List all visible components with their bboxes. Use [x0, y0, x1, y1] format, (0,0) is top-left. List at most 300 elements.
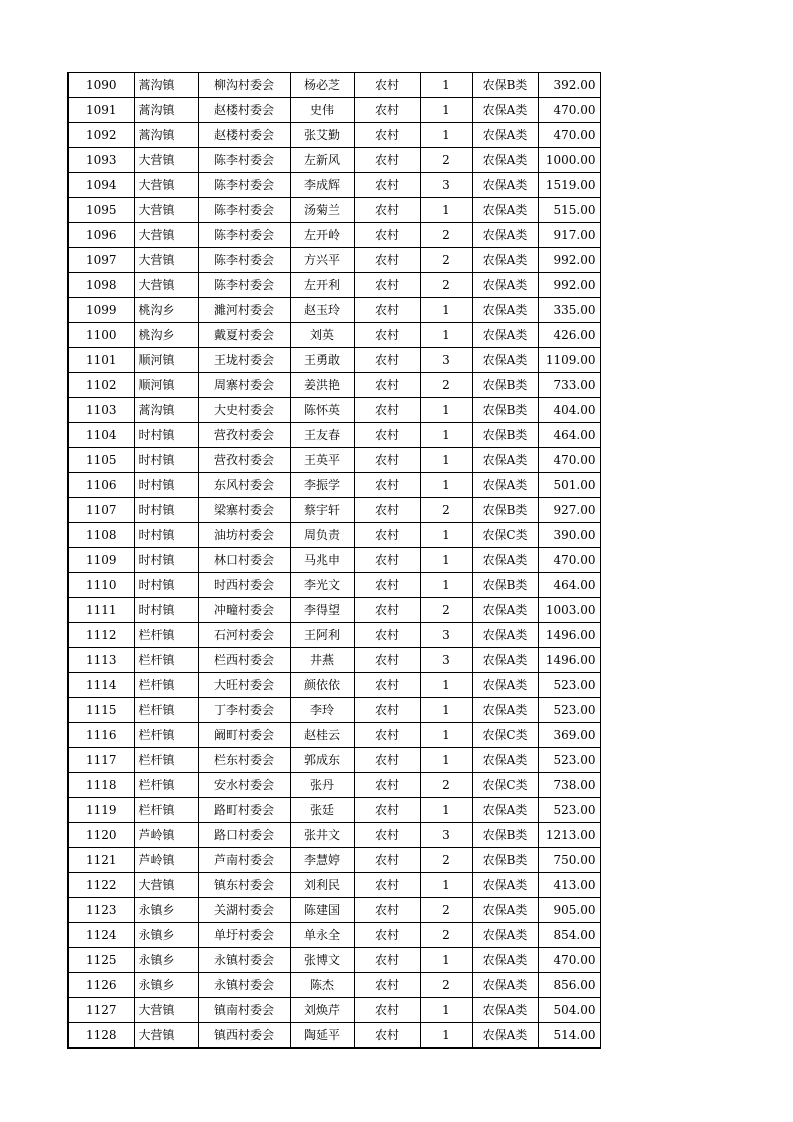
table-row [68, 823, 600, 848]
insurance-category-cell: 农保A类 [472, 748, 538, 773]
household-count-cell: 3 [420, 823, 472, 848]
township-cell: 大营镇 [134, 248, 198, 273]
area-type-cell: 农村 [354, 848, 420, 873]
table-row [68, 348, 600, 373]
township-cell: 芦岭镇 [134, 848, 198, 873]
person-name-cell: 张博文 [290, 948, 354, 973]
person-name-cell: 李振学 [290, 473, 354, 498]
amount-cell: 992.00 [538, 248, 600, 273]
person-name-cell: 左开岭 [290, 223, 354, 248]
row-number-cell: 1110 [68, 573, 134, 598]
village-committee-cell: 单圩村委会 [198, 923, 290, 948]
insurance-category-cell: 农保A类 [472, 323, 538, 348]
benefit-table [67, 72, 601, 1049]
household-count-cell: 1 [420, 98, 472, 123]
table-row [68, 373, 600, 398]
amount-cell: 1109.00 [538, 348, 600, 373]
row-number-cell: 1125 [68, 948, 134, 973]
household-count-cell: 2 [420, 773, 472, 798]
area-type-cell: 农村 [354, 898, 420, 923]
area-type-cell: 农村 [354, 623, 420, 648]
insurance-category-cell: 农保C类 [472, 773, 538, 798]
village-committee-cell: 石河村委会 [198, 623, 290, 648]
area-type-cell: 农村 [354, 573, 420, 598]
row-number-cell: 1098 [68, 273, 134, 298]
township-cell: 永镇乡 [134, 898, 198, 923]
village-committee-cell: 路町村委会 [198, 798, 290, 823]
area-type-cell: 农村 [354, 423, 420, 448]
person-name-cell: 陈建国 [290, 898, 354, 923]
amount-cell: 470.00 [538, 448, 600, 473]
household-count-cell: 1 [420, 298, 472, 323]
area-type-cell: 农村 [354, 223, 420, 248]
village-committee-cell: 栏东村委会 [198, 748, 290, 773]
person-name-cell: 颜依依 [290, 673, 354, 698]
row-number-cell: 1091 [68, 98, 134, 123]
person-name-cell: 陈杰 [290, 973, 354, 998]
table-row [68, 298, 600, 323]
area-type-cell: 农村 [354, 298, 420, 323]
area-type-cell: 农村 [354, 248, 420, 273]
amount-cell: 1519.00 [538, 173, 600, 198]
person-name-cell: 李光文 [290, 573, 354, 598]
amount-cell: 992.00 [538, 273, 600, 298]
insurance-category-cell: 农保A类 [472, 973, 538, 998]
table-row [68, 148, 600, 173]
amount-cell: 335.00 [538, 298, 600, 323]
village-committee-cell: 营孜村委会 [198, 423, 290, 448]
household-count-cell: 1 [420, 523, 472, 548]
village-committee-cell: 戴夏村委会 [198, 323, 290, 348]
village-committee-cell: 陈李村委会 [198, 273, 290, 298]
household-count-cell: 2 [420, 148, 472, 173]
row-number-cell: 1114 [68, 673, 134, 698]
insurance-category-cell: 农保B类 [472, 848, 538, 873]
table-row [68, 423, 600, 448]
household-count-cell: 2 [420, 373, 472, 398]
person-name-cell: 左开利 [290, 273, 354, 298]
amount-cell: 504.00 [538, 998, 600, 1023]
amount-cell: 750.00 [538, 848, 600, 873]
table-row [68, 523, 600, 548]
household-count-cell: 1 [420, 573, 472, 598]
household-count-cell: 2 [420, 248, 472, 273]
insurance-category-cell: 农保A类 [472, 198, 538, 223]
township-cell: 顺河镇 [134, 373, 198, 398]
person-name-cell: 姜洪艳 [290, 373, 354, 398]
village-committee-cell: 周寨村委会 [198, 373, 290, 398]
township-cell: 栏杆镇 [134, 648, 198, 673]
township-cell: 桃沟乡 [134, 323, 198, 348]
person-name-cell: 王英平 [290, 448, 354, 473]
amount-cell: 1213.00 [538, 823, 600, 848]
row-number-cell: 1097 [68, 248, 134, 273]
household-count-cell: 2 [420, 598, 472, 623]
amount-cell: 392.00 [538, 73, 600, 98]
area-type-cell: 农村 [354, 473, 420, 498]
area-type-cell: 农村 [354, 348, 420, 373]
person-name-cell: 史伟 [290, 98, 354, 123]
township-cell: 栏杆镇 [134, 623, 198, 648]
table-row [68, 948, 600, 973]
table-row [68, 573, 600, 598]
area-type-cell: 农村 [354, 398, 420, 423]
area-type-cell: 农村 [354, 698, 420, 723]
row-number-cell: 1103 [68, 398, 134, 423]
row-number-cell: 1096 [68, 223, 134, 248]
village-committee-cell: 王垅村委会 [198, 348, 290, 373]
amount-cell: 464.00 [538, 573, 600, 598]
insurance-category-cell: 农保A类 [472, 223, 538, 248]
amount-cell: 426.00 [538, 323, 600, 348]
household-count-cell: 1 [420, 673, 472, 698]
person-name-cell: 方兴平 [290, 248, 354, 273]
township-cell: 大营镇 [134, 148, 198, 173]
township-cell: 蒿沟镇 [134, 123, 198, 148]
township-cell: 大营镇 [134, 198, 198, 223]
township-cell: 栏杆镇 [134, 798, 198, 823]
household-count-cell: 1 [420, 798, 472, 823]
township-cell: 大营镇 [134, 873, 198, 898]
household-count-cell: 1 [420, 748, 472, 773]
person-name-cell: 左新风 [290, 148, 354, 173]
village-committee-cell: 冲疃村委会 [198, 598, 290, 623]
insurance-category-cell: 农保A类 [472, 873, 538, 898]
person-name-cell: 王阿利 [290, 623, 354, 648]
area-type-cell: 农村 [354, 873, 420, 898]
person-name-cell: 单永全 [290, 923, 354, 948]
area-type-cell: 农村 [354, 98, 420, 123]
township-cell: 大营镇 [134, 223, 198, 248]
table-body [68, 73, 600, 1049]
person-name-cell: 李玲 [290, 698, 354, 723]
village-committee-cell: 柳沟村委会 [198, 73, 290, 98]
household-count-cell: 1 [420, 198, 472, 223]
insurance-category-cell: 农保A类 [472, 998, 538, 1023]
row-number-cell: 1105 [68, 448, 134, 473]
township-cell: 永镇乡 [134, 923, 198, 948]
area-type-cell: 农村 [354, 723, 420, 748]
township-cell: 大营镇 [134, 998, 198, 1023]
insurance-category-cell: 农保C类 [472, 523, 538, 548]
amount-cell: 1003.00 [538, 598, 600, 623]
area-type-cell: 农村 [354, 823, 420, 848]
area-type-cell: 农村 [354, 123, 420, 148]
village-committee-cell: 梁寨村委会 [198, 498, 290, 523]
household-count-cell: 1 [420, 698, 472, 723]
row-number-cell: 1119 [68, 798, 134, 823]
village-committee-cell: 镇南村委会 [198, 998, 290, 1023]
table-row [68, 173, 600, 198]
township-cell: 蒿沟镇 [134, 398, 198, 423]
area-type-cell: 农村 [354, 598, 420, 623]
household-count-cell: 2 [420, 273, 472, 298]
household-count-cell: 1 [420, 323, 472, 348]
row-number-cell: 1095 [68, 198, 134, 223]
person-name-cell: 李慧婷 [290, 848, 354, 873]
insurance-category-cell: 农保B类 [472, 398, 538, 423]
amount-cell: 927.00 [538, 498, 600, 523]
township-cell: 时村镇 [134, 448, 198, 473]
amount-cell: 413.00 [538, 873, 600, 898]
row-number-cell: 1093 [68, 148, 134, 173]
amount-cell: 470.00 [538, 98, 600, 123]
township-cell: 时村镇 [134, 548, 198, 573]
insurance-category-cell: 农保A类 [472, 448, 538, 473]
area-type-cell: 农村 [354, 948, 420, 973]
township-cell: 时村镇 [134, 573, 198, 598]
row-number-cell: 1106 [68, 473, 134, 498]
village-committee-cell: 陈李村委会 [198, 148, 290, 173]
area-type-cell: 农村 [354, 798, 420, 823]
insurance-category-cell: 农保A类 [472, 948, 538, 973]
amount-cell: 1496.00 [538, 648, 600, 673]
amount-cell: 501.00 [538, 473, 600, 498]
table-row [68, 748, 600, 773]
village-committee-cell: 安水村委会 [198, 773, 290, 798]
household-count-cell: 3 [420, 173, 472, 198]
insurance-category-cell: 农保B类 [472, 73, 538, 98]
row-number-cell: 1109 [68, 548, 134, 573]
household-count-cell: 2 [420, 923, 472, 948]
insurance-category-cell: 农保A类 [472, 623, 538, 648]
village-committee-cell: 永镇村委会 [198, 948, 290, 973]
township-cell: 蒿沟镇 [134, 73, 198, 98]
village-committee-cell: 陈李村委会 [198, 198, 290, 223]
table-row [68, 648, 600, 673]
table-row [68, 498, 600, 523]
amount-cell: 514.00 [538, 1023, 600, 1049]
township-cell: 时村镇 [134, 523, 198, 548]
township-cell: 时村镇 [134, 598, 198, 623]
township-cell: 永镇乡 [134, 973, 198, 998]
table-row [68, 873, 600, 898]
household-count-cell: 2 [420, 223, 472, 248]
township-cell: 栏杆镇 [134, 723, 198, 748]
township-cell: 栏杆镇 [134, 673, 198, 698]
table-row [68, 798, 600, 823]
table-row [68, 673, 600, 698]
row-number-cell: 1090 [68, 73, 134, 98]
township-cell: 大营镇 [134, 173, 198, 198]
village-committee-cell: 营孜村委会 [198, 448, 290, 473]
insurance-category-cell: 农保A类 [472, 298, 538, 323]
village-committee-cell: 大史村委会 [198, 398, 290, 423]
township-cell: 时村镇 [134, 498, 198, 523]
table-row [68, 998, 600, 1023]
table-row [68, 923, 600, 948]
amount-cell: 733.00 [538, 373, 600, 398]
household-count-cell: 1 [420, 423, 472, 448]
household-count-cell: 1 [420, 948, 472, 973]
person-name-cell: 张井文 [290, 823, 354, 848]
table-row [68, 973, 600, 998]
area-type-cell: 农村 [354, 498, 420, 523]
household-count-cell: 1 [420, 998, 472, 1023]
person-name-cell: 马兆申 [290, 548, 354, 573]
insurance-category-cell: 农保A类 [472, 673, 538, 698]
insurance-category-cell: 农保B类 [472, 423, 538, 448]
table-row [68, 398, 600, 423]
township-cell: 时村镇 [134, 473, 198, 498]
area-type-cell: 农村 [354, 548, 420, 573]
village-committee-cell: 陈李村委会 [198, 223, 290, 248]
township-cell: 永镇乡 [134, 948, 198, 973]
village-committee-cell: 芦南村委会 [198, 848, 290, 873]
township-cell: 大营镇 [134, 273, 198, 298]
insurance-category-cell: 农保A类 [472, 98, 538, 123]
township-cell: 栏杆镇 [134, 773, 198, 798]
table-row [68, 448, 600, 473]
table-row [68, 323, 600, 348]
township-cell: 顺河镇 [134, 348, 198, 373]
amount-cell: 905.00 [538, 898, 600, 923]
village-committee-cell: 栏西村委会 [198, 648, 290, 673]
insurance-category-cell: 农保A类 [472, 173, 538, 198]
insurance-category-cell: 农保B类 [472, 498, 538, 523]
township-cell: 芦岭镇 [134, 823, 198, 848]
insurance-category-cell: 农保A类 [472, 648, 538, 673]
village-committee-cell: 阚町村委会 [198, 723, 290, 748]
table-row [68, 698, 600, 723]
insurance-category-cell: 农保A类 [472, 698, 538, 723]
person-name-cell: 赵桂云 [290, 723, 354, 748]
insurance-category-cell: 农保B类 [472, 573, 538, 598]
person-name-cell: 张艾勤 [290, 123, 354, 148]
area-type-cell: 农村 [354, 198, 420, 223]
household-count-cell: 3 [420, 348, 472, 373]
table-row [68, 548, 600, 573]
row-number-cell: 1094 [68, 173, 134, 198]
table-row [68, 598, 600, 623]
household-count-cell: 3 [420, 623, 472, 648]
village-committee-cell: 镇西村委会 [198, 1023, 290, 1049]
person-name-cell: 蔡宇轩 [290, 498, 354, 523]
table-row [68, 273, 600, 298]
insurance-category-cell: 农保A类 [472, 923, 538, 948]
area-type-cell: 农村 [354, 973, 420, 998]
row-number-cell: 1122 [68, 873, 134, 898]
township-cell: 栏杆镇 [134, 748, 198, 773]
amount-cell: 856.00 [538, 973, 600, 998]
person-name-cell: 杨必芝 [290, 73, 354, 98]
row-number-cell: 1112 [68, 623, 134, 648]
person-name-cell: 赵玉玲 [290, 298, 354, 323]
insurance-category-cell: 农保A类 [472, 548, 538, 573]
village-committee-cell: 镇东村委会 [198, 873, 290, 898]
table-row [68, 898, 600, 923]
township-cell: 大营镇 [134, 1023, 198, 1049]
village-committee-cell: 赵楼村委会 [198, 98, 290, 123]
amount-cell: 470.00 [538, 548, 600, 573]
row-number-cell: 1100 [68, 323, 134, 348]
row-number-cell: 1123 [68, 898, 134, 923]
area-type-cell: 农村 [354, 273, 420, 298]
village-committee-cell: 林口村委会 [198, 548, 290, 573]
table-row [68, 848, 600, 873]
household-count-cell: 1 [420, 73, 472, 98]
village-committee-cell: 时西村委会 [198, 573, 290, 598]
insurance-category-cell: 农保A类 [472, 248, 538, 273]
row-number-cell: 1107 [68, 498, 134, 523]
row-number-cell: 1127 [68, 998, 134, 1023]
village-committee-cell: 陈李村委会 [198, 173, 290, 198]
area-type-cell: 农村 [354, 373, 420, 398]
village-committee-cell: 永镇村委会 [198, 973, 290, 998]
person-name-cell: 汤菊兰 [290, 198, 354, 223]
row-number-cell: 1102 [68, 373, 134, 398]
amount-cell: 515.00 [538, 198, 600, 223]
table-row [68, 723, 600, 748]
row-number-cell: 1128 [68, 1023, 134, 1049]
insurance-category-cell: 农保C类 [472, 723, 538, 748]
row-number-cell: 1092 [68, 123, 134, 148]
amount-cell: 470.00 [538, 948, 600, 973]
township-cell: 蒿沟镇 [134, 98, 198, 123]
household-count-cell: 2 [420, 973, 472, 998]
insurance-category-cell: 农保A类 [472, 348, 538, 373]
insurance-category-cell: 农保A类 [472, 898, 538, 923]
amount-cell: 470.00 [538, 123, 600, 148]
area-type-cell: 农村 [354, 148, 420, 173]
area-type-cell: 农村 [354, 998, 420, 1023]
row-number-cell: 1104 [68, 423, 134, 448]
row-number-cell: 1118 [68, 773, 134, 798]
amount-cell: 464.00 [538, 423, 600, 448]
household-count-cell: 1 [420, 398, 472, 423]
table-row [68, 223, 600, 248]
person-name-cell: 张丹 [290, 773, 354, 798]
area-type-cell: 农村 [354, 648, 420, 673]
person-name-cell: 王友春 [290, 423, 354, 448]
insurance-category-cell: 农保A类 [472, 598, 538, 623]
row-number-cell: 1117 [68, 748, 134, 773]
row-number-cell: 1120 [68, 823, 134, 848]
insurance-category-cell: 农保A类 [472, 273, 538, 298]
table-row [68, 98, 600, 123]
amount-cell: 854.00 [538, 923, 600, 948]
amount-cell: 1000.00 [538, 148, 600, 173]
area-type-cell: 农村 [354, 73, 420, 98]
household-count-cell: 1 [420, 123, 472, 148]
row-number-cell: 1124 [68, 923, 134, 948]
village-committee-cell: 东风村委会 [198, 473, 290, 498]
person-name-cell: 刘焕芹 [290, 998, 354, 1023]
amount-cell: 404.00 [538, 398, 600, 423]
area-type-cell: 农村 [354, 673, 420, 698]
person-name-cell: 陈怀英 [290, 398, 354, 423]
insurance-category-cell: 农保B类 [472, 373, 538, 398]
person-name-cell: 李得望 [290, 598, 354, 623]
table-row [68, 123, 600, 148]
amount-cell: 369.00 [538, 723, 600, 748]
village-committee-cell: 关湖村委会 [198, 898, 290, 923]
table-row [68, 1023, 600, 1049]
table-row [68, 73, 600, 98]
table-row [68, 773, 600, 798]
household-count-cell: 2 [420, 848, 472, 873]
amount-cell: 523.00 [538, 673, 600, 698]
row-number-cell: 1126 [68, 973, 134, 998]
area-type-cell: 农村 [354, 923, 420, 948]
person-name-cell: 井燕 [290, 648, 354, 673]
row-number-cell: 1121 [68, 848, 134, 873]
table-row [68, 623, 600, 648]
household-count-cell: 2 [420, 898, 472, 923]
village-committee-cell: 丁李村委会 [198, 698, 290, 723]
row-number-cell: 1101 [68, 348, 134, 373]
household-count-cell: 3 [420, 648, 472, 673]
